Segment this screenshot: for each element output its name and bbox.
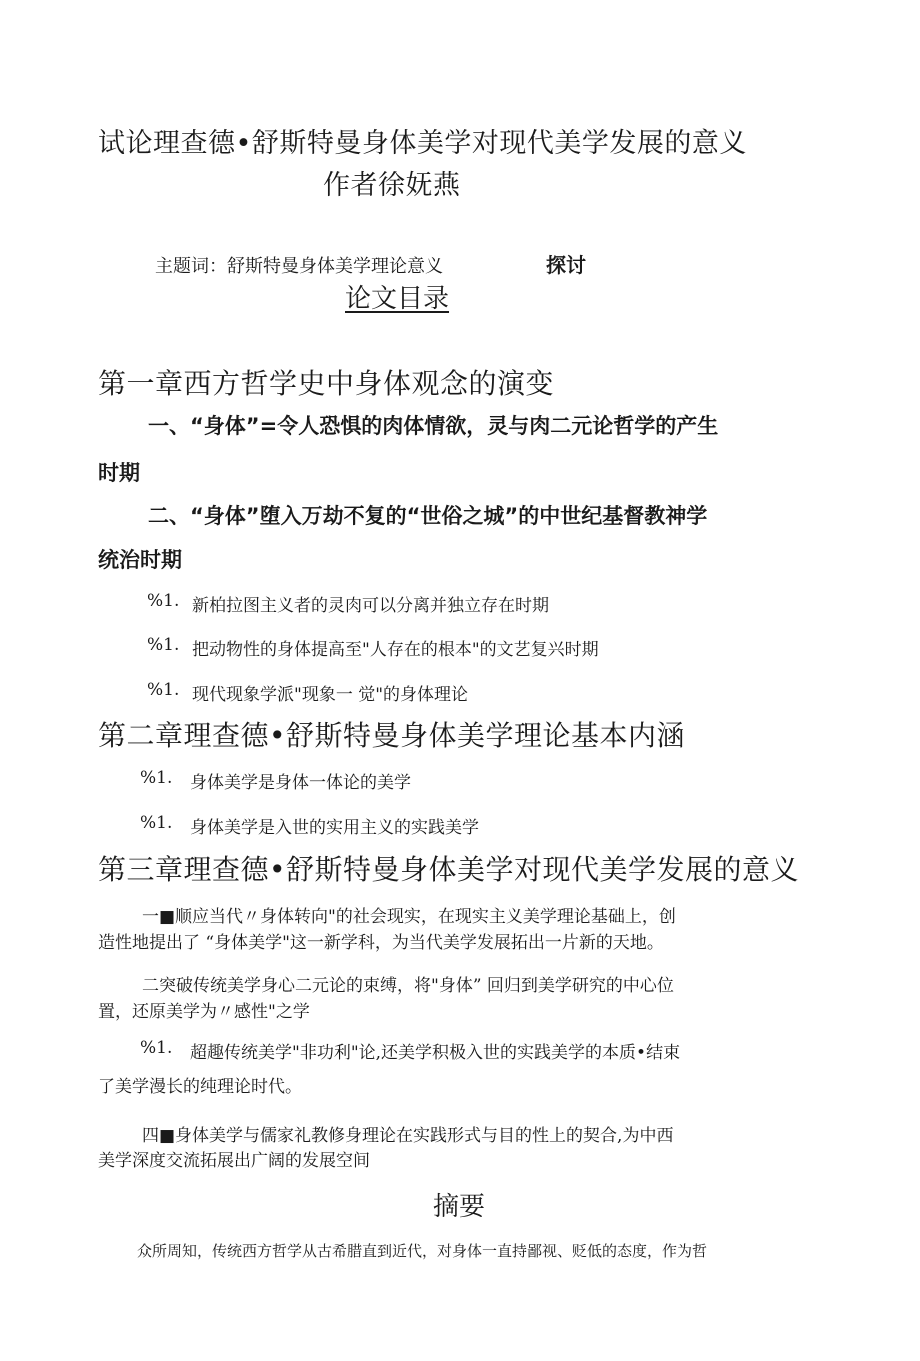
list-item: 新柏拉图主义者的灵肉可以分离并独立存在时期 (192, 596, 549, 616)
document-author: 作者徐妩燕 (323, 170, 461, 201)
list-item-number: %1. (140, 1038, 173, 1058)
paragraph-1-line-2: 造性地提出了 “身体美学"这一新学科，为当代美学发展拓出一片新的天地。 (98, 933, 664, 953)
paragraph-3-line-1: 超趣传统美学"非功利"论,还美学积极入世的实践美学的本质•结束 (190, 1043, 681, 1063)
list-item: 现代现象学派"现象一 觉"的身体理论 (192, 685, 469, 705)
chapter-1-section-2: 二、“身体”堕入万劫不复的“世俗之城”的中世纪基督教神学 (148, 504, 708, 528)
list-item-number: %1. (147, 591, 180, 611)
list-item-number: %1. (147, 635, 180, 655)
keywords: 主题词：舒斯特曼身体美学理论意义 (155, 256, 443, 277)
paragraph-1-line-1: 一■顺应当代〃身体转向"的社会现实，在现实主义美学理论基础上，创 (142, 907, 676, 927)
list-item: 把动物性的身体提高至"人存在的根本"的文艺复兴时期 (192, 640, 599, 660)
chapter-1-section-2-cont: 统治时期 (98, 548, 182, 572)
chapter-1-section-1-cont: 时期 (98, 461, 140, 485)
paragraph-3-line-2: 了美学漫长的纯理论时代。 (98, 1077, 302, 1097)
list-item: 身体美学是身体一体论的美学 (190, 773, 411, 793)
list-item-number: %1. (140, 813, 173, 833)
list-item-number: %1. (147, 680, 180, 700)
list-item: 身体美学是入世的实用主义的实践美学 (190, 818, 479, 838)
chapter-1-section-1: 一、“身体”=令人恐惧的肉体情欲，灵与肉二元论哲学的产生 (148, 414, 719, 438)
abstract-text: 众所周知，传统西方哲学从古希腊直到近代，对身体一直持鄙视、贬低的态度，作为哲 (137, 1242, 708, 1260)
keywords-extra: 探讨 (546, 253, 586, 277)
paragraph-2-line-1: 二突破传统美学身心二元论的束缚，将"身体” 回归到美学研究的中心位 (142, 976, 674, 996)
paragraph-2-line-2: 置，还原美学为〃感性"之学 (98, 1002, 310, 1022)
chapter-1-title: 第一章西方哲学史中身体观念的演变 (98, 367, 555, 400)
toc-title: 论文目录 (345, 284, 450, 314)
chapter-3-title: 第三章理查德•舒斯特曼身体美学对现代美学发展的意义 (98, 853, 800, 886)
abstract-title: 摘要 (433, 1192, 486, 1222)
paragraph-4-line-1: 四■身体美学与儒家礼教修身理论在实践形式与目的性上的契合,为中西 (142, 1126, 674, 1146)
paragraph-4-line-2: 美学深度交流拓展出广阔的发展空间 (98, 1151, 370, 1171)
chapter-2-title: 第二章理查德•舒斯特曼身体美学理论基本内涵 (98, 719, 686, 752)
document-title: 试论理查德•舒斯特曼身体美学对现代美学发展的意义 (98, 128, 747, 159)
list-item-number: %1. (140, 768, 173, 788)
